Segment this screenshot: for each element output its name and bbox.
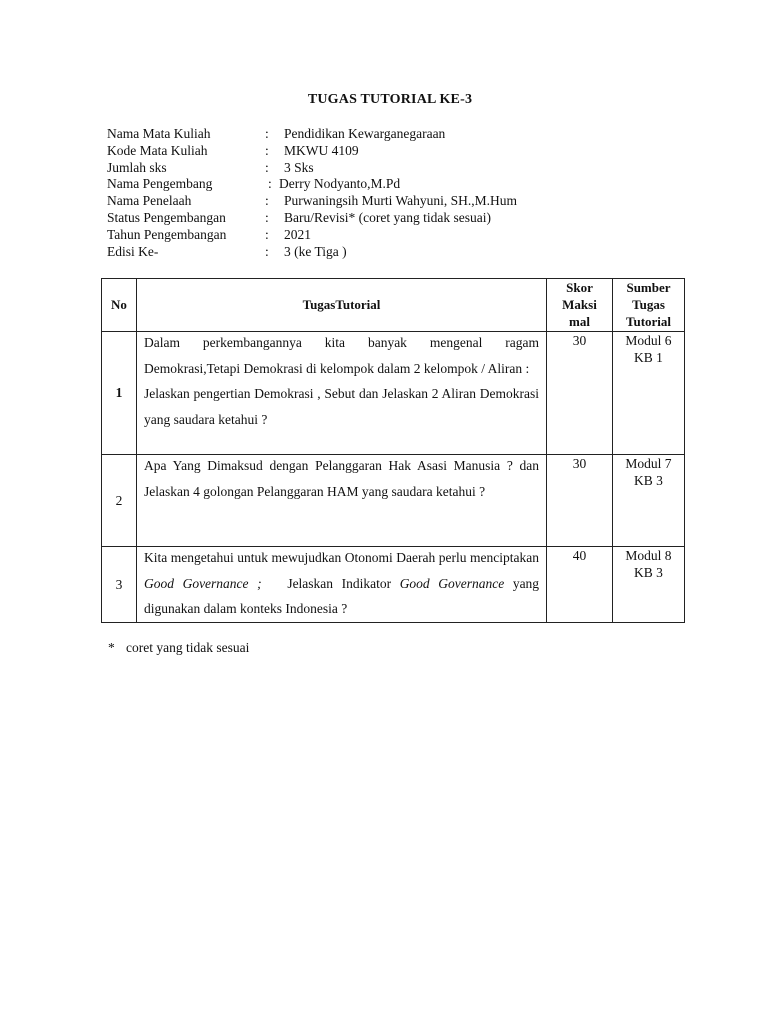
footnote-text: coret yang tidak sesuai <box>126 640 250 655</box>
footnote <box>108 640 249 656</box>
task-text <box>137 455 547 547</box>
footnote-asterisk: * <box>108 640 115 655</box>
info-value: MKWU 4109 <box>284 142 359 158</box>
info-value: Derry Nodyanto,M.Pd <box>279 176 401 192</box>
header-source <box>613 279 685 332</box>
info-label: Tahun Pengembangan <box>107 226 227 242</box>
header-max-score-line: Skor <box>566 280 593 295</box>
max-score: 30 <box>547 455 613 547</box>
max-score: 40 <box>547 547 613 623</box>
table-header-row <box>102 279 685 332</box>
info-label: Edisi Ke- <box>107 243 159 259</box>
task-source <box>613 332 685 455</box>
header-source-line: Sumber <box>626 280 671 295</box>
task-source <box>613 547 685 623</box>
task-paragraph: Jelaskan pengertian Demokrasi , Sebut dan Jelaskan 2 Aliran Demokrasi yang saudara ketahui ? <box>144 386 539 427</box>
table-row <box>102 547 685 623</box>
row-number: 3 <box>102 547 137 623</box>
header-task: TugasTutorial <box>137 279 547 332</box>
source-kb: KB 3 <box>634 473 663 488</box>
header-source-line: Tugas <box>632 297 665 312</box>
header-max-score <box>547 279 613 332</box>
task-text <box>137 547 547 623</box>
source-kb: KB 3 <box>634 565 663 580</box>
source-kb: KB 1 <box>634 350 663 365</box>
task-text-part: Kita mengetahui untuk mewujudkan Otonomi Daerah perlu menciptakan <box>144 550 539 565</box>
row-number: 1 <box>102 332 137 455</box>
info-label: Status Pengembangan <box>107 209 226 225</box>
info-colon: : <box>265 126 269 141</box>
info-value: 2021 <box>284 226 311 242</box>
task-paragraph <box>144 545 539 622</box>
max-score: 30 <box>547 332 613 455</box>
info-colon: : <box>265 193 269 209</box>
info-colon: : <box>265 142 269 158</box>
table-row <box>102 332 685 455</box>
info-colon: : <box>268 176 272 192</box>
info-colon: : <box>265 243 269 259</box>
info-value: Purwaningsih Murti Wahyuni, SH.,M.Hum <box>284 193 518 209</box>
info-value: Pendidikan Kewarganegaraan <box>284 126 446 141</box>
tasks-table <box>101 278 685 623</box>
info-value: 3 Sks <box>284 159 314 175</box>
task-source <box>613 455 685 547</box>
task-text-part: yang digunakan dalam konteks Indonesia ? <box>144 575 540 616</box>
header-no: No <box>102 279 137 332</box>
header-source-line: Tutorial <box>625 314 672 329</box>
source-module: Modul 8 <box>625 548 672 563</box>
info-label: Nama Mata Kuliah <box>107 126 211 141</box>
info-colon: : <box>265 159 269 175</box>
task-text <box>137 332 547 455</box>
header-max-score-line: mal <box>569 314 590 329</box>
source-module: Modul 6 <box>625 333 672 348</box>
document-title: TUGAS TUTORIAL KE-3 <box>307 92 473 107</box>
info-colon: : <box>265 209 269 225</box>
task-paragraph: Dalam perkembangannya kita banyak mengenal ragam Demokrasi,Tetapi Demokrasi di kelompok dalam 2 kelompok / Aliran : <box>144 335 539 376</box>
source-module: Modul 7 <box>625 456 672 471</box>
task-text-emphasis: Good Governance <box>399 575 505 591</box>
table-row <box>102 455 685 547</box>
info-value: Baru/Revisi* (coret yang tidak sesuai) <box>284 209 491 225</box>
header-max-score-line: Maksi <box>562 297 597 312</box>
info-label: Jumlah sks <box>107 159 167 175</box>
info-label: Nama Pengembang <box>107 176 213 192</box>
info-label: Nama Penelaah <box>107 193 192 209</box>
task-paragraph: Apa Yang Dimaksud dengan Pelanggaran Hak Asasi Manusia ? dan Jelaskan 4 golongan Pelanggaran HAM yang saudara ketahui ? <box>144 458 539 499</box>
task-text-part: Jelaskan Indikator <box>287 575 392 591</box>
info-value: 3 (ke Tiga ) <box>284 243 347 259</box>
info-colon: : <box>265 226 269 242</box>
task-text-emphasis: Good Governance ; <box>144 575 262 591</box>
row-number: 2 <box>102 455 137 547</box>
info-label: Kode Mata Kuliah <box>107 142 208 158</box>
